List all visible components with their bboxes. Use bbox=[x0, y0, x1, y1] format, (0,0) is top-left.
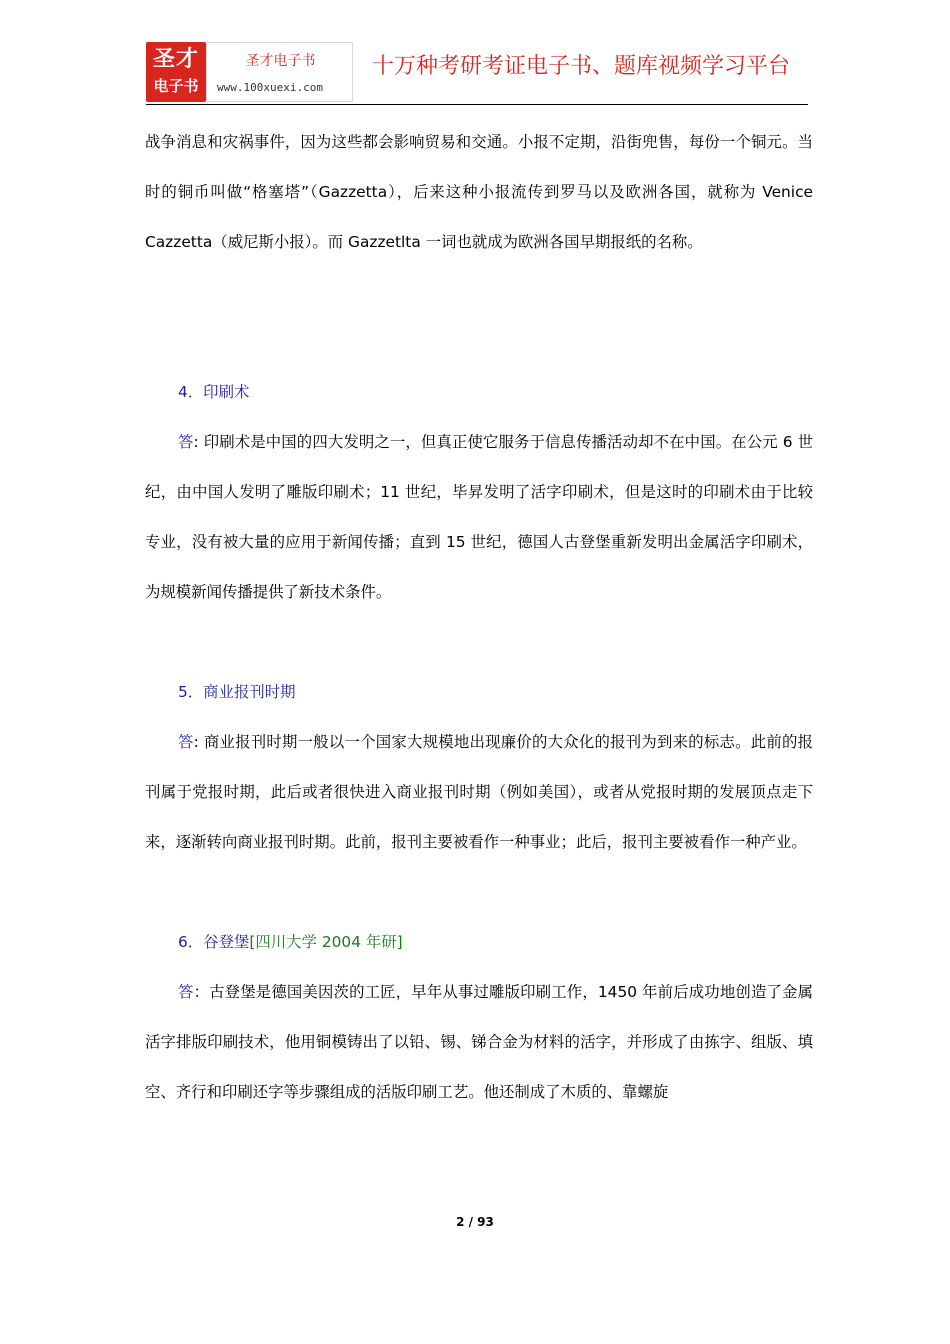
logo-text-top: 圣才 bbox=[152, 47, 199, 72]
spacer bbox=[145, 617, 813, 667]
answer-label: 答 bbox=[178, 733, 194, 751]
header-divider bbox=[146, 104, 808, 105]
spacer bbox=[145, 867, 813, 917]
page-number: 2 / 93 bbox=[456, 1215, 494, 1229]
term-heading-text: 4．印刷术 bbox=[178, 383, 250, 401]
continuation-paragraph: 战争消息和灾祸事件，因为这些都会影响贸易和交通。小报不定期，沿街兜售，每份一个铜元。当时的铜币叫做“格塞塔”（Gazzetta），后来这种小报流传到罗马以及欧洲各国，就称为 Venice Cazzetta（威尼斯小报）。而 Gazzetlta 一词也就成为欧洲各国早期报纸的名称。 bbox=[145, 133, 813, 251]
brand-name: 圣才电子书 bbox=[245, 53, 316, 69]
answer-text: ：古登堡是德国美因茨的工匠，早年从事过雕版印刷工作，1450 年前后成功地创造了金属活字排版印刷技术，他用铜模铸出了以铅、锡、锑合金为材料的活字，并形成了由拣字、组版、填空、齐行和印刷还字等步骤组成的活版印刷工艺。他还制成了木质的、靠螺旋 bbox=[145, 983, 813, 1101]
term-heading-text: 5．商业报刊时期 bbox=[178, 683, 296, 701]
term-heading-text: 6．谷登堡 bbox=[178, 933, 250, 951]
document-body bbox=[145, 117, 813, 1117]
answer-paragraph-printing bbox=[145, 417, 813, 617]
page-header bbox=[146, 42, 808, 104]
term-heading-commercial-press bbox=[145, 667, 813, 717]
answer-label: 答 bbox=[178, 983, 194, 1001]
answer-text: : 商业报刊时期一般以一个国家大规模地出现廉价的大众化的报刊为到来的标志。此前的报刊属于党报时期，此后或者很快进入商业报刊时期（例如美国），或者从党报时期的发展顶点走下来，逐渐转向商业报刊时期。此前，报刊主要被看作一种事业；此后，报刊主要被看作一种产业。 bbox=[145, 733, 813, 851]
brand-url[interactable]: www.100xuexi.com bbox=[217, 81, 323, 94]
answer-paragraph-commercial-press bbox=[145, 717, 813, 867]
header-slogan: 十万种考研考证电子书、题库视频学习平台 bbox=[372, 54, 791, 79]
shengcai-logo bbox=[146, 42, 206, 102]
spacer bbox=[145, 267, 813, 317]
term-heading-printing bbox=[145, 367, 813, 417]
exam-source-tag: [四川大学 2004 年研] bbox=[249, 933, 403, 951]
answer-paragraph-gutenberg bbox=[145, 967, 813, 1117]
term-heading-gutenberg bbox=[145, 917, 813, 967]
answer-text: : 印刷术是中国的四大发明之一，但真正使它服务于信息传播活动却不在中国。在公元 6 世纪，由中国人发明了雕版印刷术；11 世纪，毕昇发明了活字印刷术，但是这时的印刷术由于比较专业，没有被大量的应用于新闻传播；直到 15 世纪，德国人古登堡重新发明出金属活字印刷术，为规模新闻传播提供了新技术条件。 bbox=[145, 433, 813, 601]
brand-box bbox=[206, 42, 353, 102]
answer-label: 答 bbox=[178, 433, 194, 451]
logo-text-bottom: 电子书 bbox=[153, 77, 199, 95]
spacer bbox=[145, 317, 813, 367]
